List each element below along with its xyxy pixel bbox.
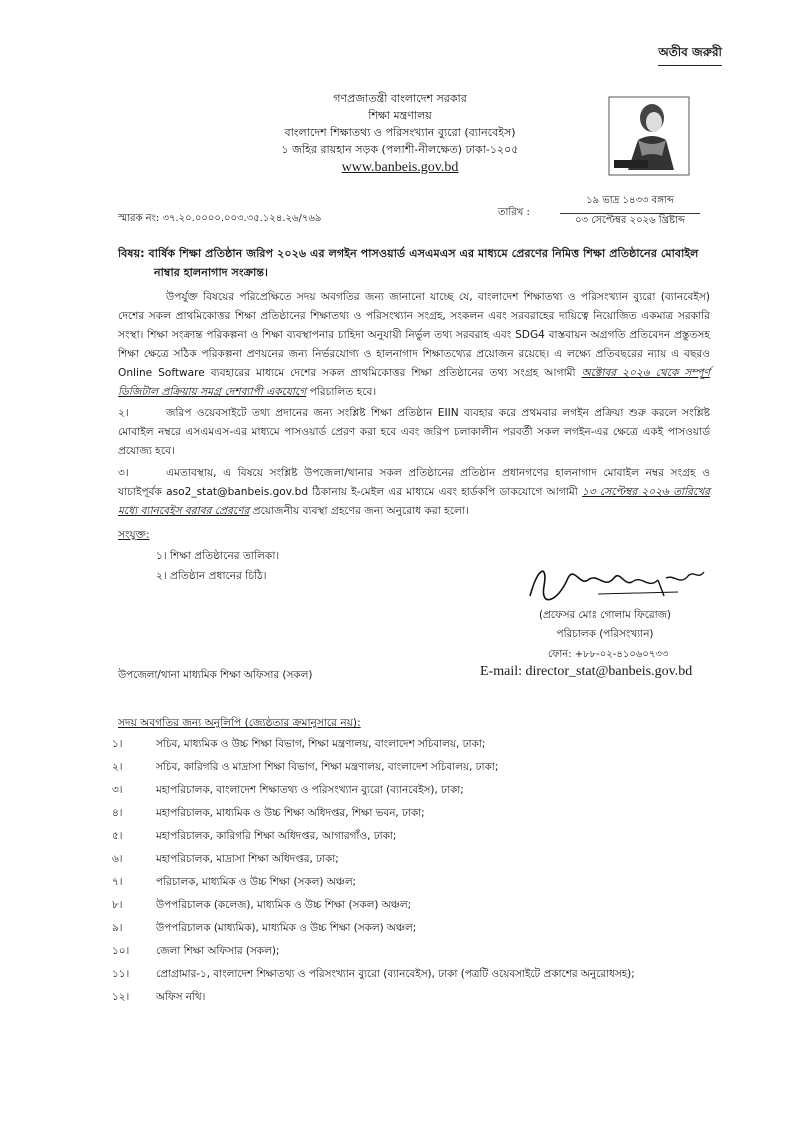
cc-item	[112, 806, 712, 829]
cc-item-number: ৬।	[112, 853, 123, 865]
website-link[interactable]: www.banbeis.gov.bd	[341, 160, 459, 175]
cc-item-number: ৫।	[112, 830, 123, 842]
cc-item	[112, 967, 712, 990]
ministry-name: শিক্ষা মন্ত্রণালয়	[368, 109, 432, 122]
portrait-emblem	[608, 96, 690, 176]
cc-item	[112, 783, 712, 806]
attachment-item: ২। প্রতিষ্ঠান প্রধানের চিঠি।	[156, 570, 267, 582]
cc-item-number: ৪।	[112, 807, 123, 819]
letterhead	[210, 90, 590, 176]
paragraph-3-emphasis: ১৩ সেপ্টেম্বর ২০২৬ তারিখের মধ্যে ব্যানবেইস বরাবর প্রেরণের	[118, 486, 710, 517]
cc-item	[112, 829, 712, 852]
paragraph-1-text: উপর্যুক্ত বিষয়ের পরিপ্রেক্ষিতে সদয় অবগতির জন্য জানানো যাচ্ছে যে, বাংলাদেশ শিক্ষাতথ্য ও পরিসংখ্যান ব্যুরো (ব্যানবেইস) দেশের সকল প্রাথমিকোত্তর শিক্ষা প্রতিষ্ঠানের শিক্ষাতথ্য ও পরিসংখ্যান সংগ্রহ, সংকলন এবং সরবরাহের দায়িত্বে নিয়োজিত একমাত্র সরকারি সংস্থা। শিক্ষা সংক্রান্ত পরিকল্পনা ও শিক্ষা ব্যবস্থাপনার চাহিদা অনুযায়ী নির্ভুল তথ্য সরবরাহ এবং SDG4 বাস্তবায়ন অগ্রগতি প্রতিবেদন প্রস্তুতসহ শিক্ষা ক্ষেত্রে সঠিক পরিকল্পনা প্রণয়নের জন্য নির্ভরযোগ্য ও হালনাগাদ শিক্ষাতথ্যের প্রয়োজন রয়েছে। এ লক্ষ্যে প্রতিবছরের ন্যায় এ বছরও Online Software ব্যবহারের মাধ্যমে দেশের সকল প্রাথমিকোত্তর শিক্ষা প্রতিষ্ঠানের তথ্য সংগ্রহ আগামী	[118, 291, 710, 379]
memo-number: স্মারক নং: ৩৭.২০.০০০০.০০৩.৩৫.১২৪.২৬/৭৬৯	[118, 213, 322, 224]
paragraph-1	[118, 288, 710, 402]
cc-item	[112, 737, 712, 760]
date-bangla: ১৯ ভাদ্র ১৪৩৩ বঙ্গাব্দ	[560, 193, 700, 214]
paragraph-1-emphasis: অক্টোবর ২০২৬ থেকে সম্পূর্ণ ডিজিটাল প্রক্রিয়ায় সমগ্র দেশব্যাপী একযোগে	[118, 367, 710, 398]
cc-item-number: ৮।	[112, 899, 123, 911]
cc-list	[112, 737, 712, 1013]
attachments-heading: সংযুক্ত:	[118, 529, 150, 541]
paragraph-1-tail: পরিচালিত হবে।	[306, 386, 377, 398]
signer-phone: ফোন: +৮৮-০২-৪১০৬০৭৩৩	[548, 649, 669, 660]
govt-name: গণপ্রজাতন্ত্রী বাংলাদেশ সরকার	[333, 92, 467, 105]
subject-line-1: বিষয়: বার্ষিক শিক্ষা প্রতিষ্ঠান জরিপ ২০২৬ এর লগইন পাসওয়ার্ড এসএমএস এর মাধ্যমে প্রেরণের নিমিত্ত শিক্ষা প্রতিষ্ঠানের মোবাইল	[118, 247, 699, 260]
attachment-item: ১। শিক্ষা প্রতিষ্ঠানের তালিকা।	[156, 550, 280, 562]
cc-item	[112, 875, 712, 898]
office-address: ১ জহির রায়হান সড়ক (পলাশী-নীলক্ষেত) ঢাকা-১২০৫	[281, 143, 519, 156]
signer-title: পরিচালক (পরিসংখ্যান)	[556, 628, 654, 640]
cc-item	[112, 898, 712, 921]
paragraph-3-text: এমতাবস্থায়, এ বিষয়ে সংশ্লিষ্ট উপজেলা/থানার সকল প্রতিষ্ঠানের প্রতিষ্ঠান প্রধানগণের হালনাগাদ মোবাইল নম্বর সংগ্রহ ও যাচাইপূর্বক aso2_stat@banbeis.gov.bd ঠিকানায় ই-মেইল এর মাধ্যমে এবং হার্ডকপি ডাকযোগে আগামী	[118, 467, 710, 498]
paragraph-3-tail: প্রয়োজনীয় ব্যবস্থা গ্রহণের জন্য অনুরোধ করা হলো।	[249, 505, 469, 517]
cc-heading: সদয় অবগতির জন্য অনুলিপি (জ্যেষ্ঠতার ক্রমানুসারে নয়):	[118, 717, 361, 729]
paragraph-3-number: ৩।	[118, 467, 129, 479]
cc-item-text: প্রোগ্রামার-১, বাংলাদেশ শিক্ষাতথ্য ও পরিসংখ্যান ব্যুরো (ব্যানবেইস), ঢাকা (পত্রটি ওয়েবসাইটে প্রকাশের অনুরোধসহ);	[156, 968, 635, 980]
recipient: উপজেলা/থানা মাধ্যমিক শিক্ষা অফিসার (সকল)	[118, 669, 313, 681]
cc-item-number: ১১।	[112, 968, 130, 980]
signer-block	[500, 606, 710, 644]
cc-item	[112, 760, 712, 783]
cc-item-text: অফিস নথি।	[156, 991, 206, 1003]
handwritten-signature	[508, 556, 718, 612]
cc-item-text: সচিব, কারিগরি ও মাদ্রাসা শিক্ষা বিভাগ, শিক্ষা মন্ত্রণালয়, বাংলাদেশ সচিবালয়, ঢাকা;	[156, 761, 499, 773]
cc-item-text: মহাপরিচালক, মাদ্রাসা শিক্ষা অধিদপ্তর, ঢাকা;	[156, 853, 339, 865]
cc-item-text: সচিব, মাধ্যমিক ও উচ্চ শিক্ষা বিভাগ, শিক্ষা মন্ত্রণালয়, বাংলাদেশ সচিবালয়, ঢাকা;	[156, 738, 486, 750]
cc-item-text: মহাপরিচালক, কারিগরি শিক্ষা অধিদপ্তর, আগারগাঁও, ঢাকা;	[156, 830, 397, 842]
attachments-list	[156, 546, 279, 586]
cc-item-number: ৯।	[112, 922, 123, 934]
cc-item	[112, 944, 712, 967]
cc-item-text: পরিচালক, মাধ্যমিক ও উচ্চ শিক্ষা (সকল) অঞ্চল;	[156, 876, 357, 888]
urgent-label: অতীব জরুরী	[658, 44, 722, 66]
paragraph-3	[118, 464, 710, 521]
date-label: তারিখ :	[498, 207, 530, 218]
signer-email[interactable]: E-mail: director_stat@banbeis.gov.bd	[480, 664, 693, 679]
cc-item-number: ১।	[112, 738, 123, 750]
subject	[118, 244, 710, 282]
signer-name: (প্রফেসর মোঃ গোলাম ফিরোজ)	[539, 609, 671, 621]
cc-item	[112, 921, 712, 944]
cc-item-text: উপপরিচালক (কলেজ), মাধ্যমিক ও উচ্চ শিক্ষা (সকল) অঞ্চল;	[156, 899, 412, 911]
paragraph-2-number: ২।	[118, 407, 129, 419]
paragraph-2-text: জরিপ ওয়েবসাইটে তথ্য প্রদানের জন্য সংশ্লিষ্ট শিক্ষা প্রতিষ্ঠান EIIN ব্যবহার করে প্রথমবার লগইন প্রক্রিয়া শুরু করলে সংশ্লিষ্ট মোবাইল নম্বরে এসএমএস-এর মাধ্যমে পাসওয়ার্ড প্রেরণ করা হবে এবং জরিপ চলাকালীন পরবর্তী সকল লগইন-এর ক্ষেত্রে একই পাসওয়ার্ড প্রযোজ্য হবে।	[118, 407, 710, 457]
office-name: বাংলাদেশ শিক্ষাতথ্য ও পরিসংখ্যান ব্যুরো (ব্যানবেইস)	[284, 126, 516, 139]
cc-item	[112, 990, 712, 1013]
date-english: ০৩ সেপ্টেম্বর ২০২৬ খ্রিষ্টাব্দ	[575, 215, 685, 226]
cc-item-number: ১২।	[112, 991, 130, 1003]
cc-item-number: ১০।	[112, 945, 130, 957]
subject-line-2: নাম্বার হালনাগাদ সংক্রান্ত।	[154, 266, 269, 279]
cc-item-number: ২।	[112, 761, 123, 773]
cc-item-text: মহাপরিচালক, বাংলাদেশ শিক্ষাতথ্য ও পরিসংখ্যান ব্যুরো (ব্যানবেইস), ঢাকা;	[156, 784, 464, 796]
cc-item-text: উপপরিচালক (মাধ্যমিক), মাধ্যমিক ও উচ্চ শিক্ষা (সকল) অঞ্চল;	[156, 922, 417, 934]
cc-item-number: ৭।	[112, 876, 123, 888]
paragraph-2	[118, 404, 710, 461]
cc-item-text: জেলা শিক্ষা অফিসার (সকল);	[156, 945, 280, 957]
cc-item-number: ৩।	[112, 784, 123, 796]
cc-item-text: মহাপরিচালক, মাধ্যমিক ও উচ্চ শিক্ষা অধিদপ্তর, শিক্ষা ভবন, ঢাকা;	[156, 807, 425, 819]
cc-item	[112, 852, 712, 875]
